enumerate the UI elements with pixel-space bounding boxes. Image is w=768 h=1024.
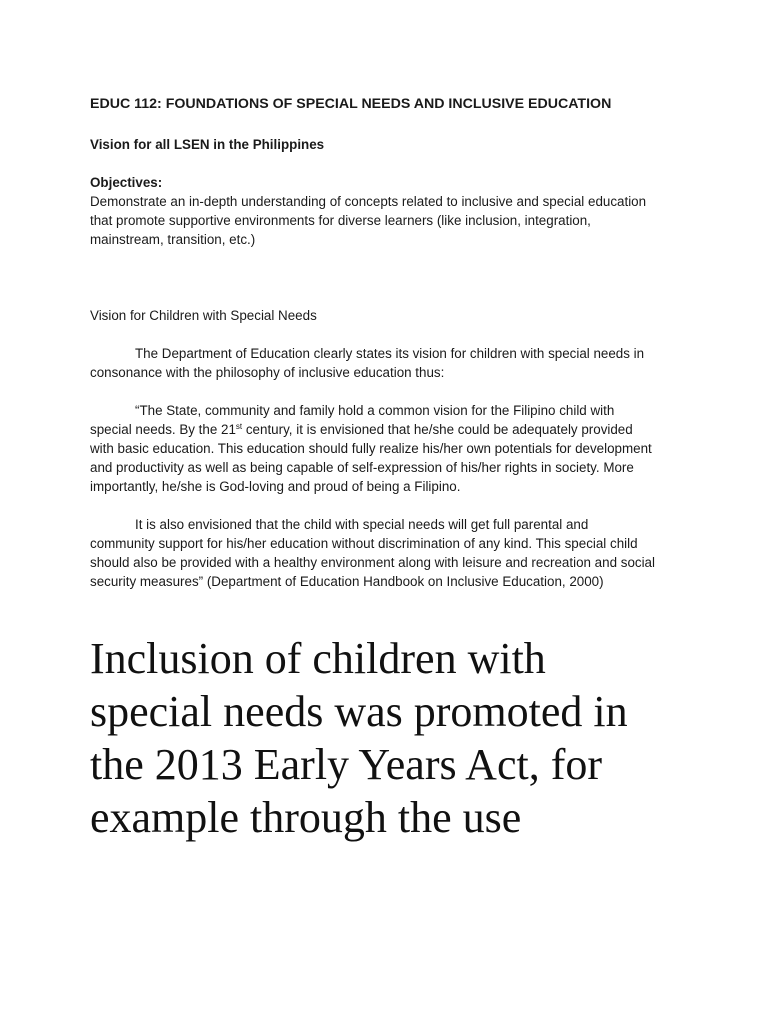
objectives-line: Demonstrate an in-depth understanding of concepts related to inclusive and special education bbox=[90, 194, 647, 209]
paragraph-line: consonance with the philosophy of inclusive education thus: bbox=[90, 365, 445, 380]
section-heading: Vision for Children with Special Needs bbox=[90, 308, 317, 323]
paragraph-line: community support for his/her education without discrimination of any kind. This special child bbox=[90, 536, 638, 551]
quote-text: century, it is envisioned that he/she could be adequately provided bbox=[242, 422, 633, 437]
paragraph-line: It is also envisioned that the child with special needs will get full parental and bbox=[135, 517, 589, 532]
paragraph-line: should also be provided with a healthy environment along with leisure and recreation and social bbox=[90, 555, 655, 570]
vision-heading: Vision for all LSEN in the Philippines bbox=[90, 137, 325, 152]
course-title: EDUC 112: FOUNDATIONS OF SPECIAL NEEDS AND INCLUSIVE EDUCATION bbox=[90, 96, 612, 112]
objectives-line: mainstream, transition, etc.) bbox=[90, 232, 256, 247]
overlay-text-line: Inclusion of children with bbox=[90, 634, 546, 683]
overlay-text-line: the 2013 Early Years Act, for bbox=[90, 740, 603, 789]
quote-line: “The State, community and family hold a common vision for the Filipino child with bbox=[135, 403, 615, 418]
objectives-line: that promote supportive environments for diverse learners (like inclusion, integration, bbox=[90, 213, 591, 228]
paragraph-line: security measures” (Department of Education Handbook on Inclusive Education, 2000) bbox=[90, 574, 604, 589]
overlay-text-line: example through the use bbox=[90, 793, 522, 842]
objectives-label: Objectives: bbox=[90, 175, 163, 190]
quote-line: and productivity as well as being capable of self-expression of his/her rights in society. More bbox=[90, 460, 634, 475]
quote-line: importantly, he/she is God-loving and proud of being a Filipino. bbox=[90, 479, 461, 494]
quote-text: special needs. By the 21 bbox=[90, 422, 236, 437]
quote-line bbox=[90, 420, 633, 439]
paragraph-line: The Department of Education clearly states its vision for children with special needs in bbox=[135, 346, 645, 361]
overlay-text-line: special needs was promoted in bbox=[90, 687, 628, 736]
superscript: st bbox=[235, 422, 243, 431]
quote-line: with basic education. This education should fully realize his/her own potentials for development bbox=[90, 441, 652, 456]
